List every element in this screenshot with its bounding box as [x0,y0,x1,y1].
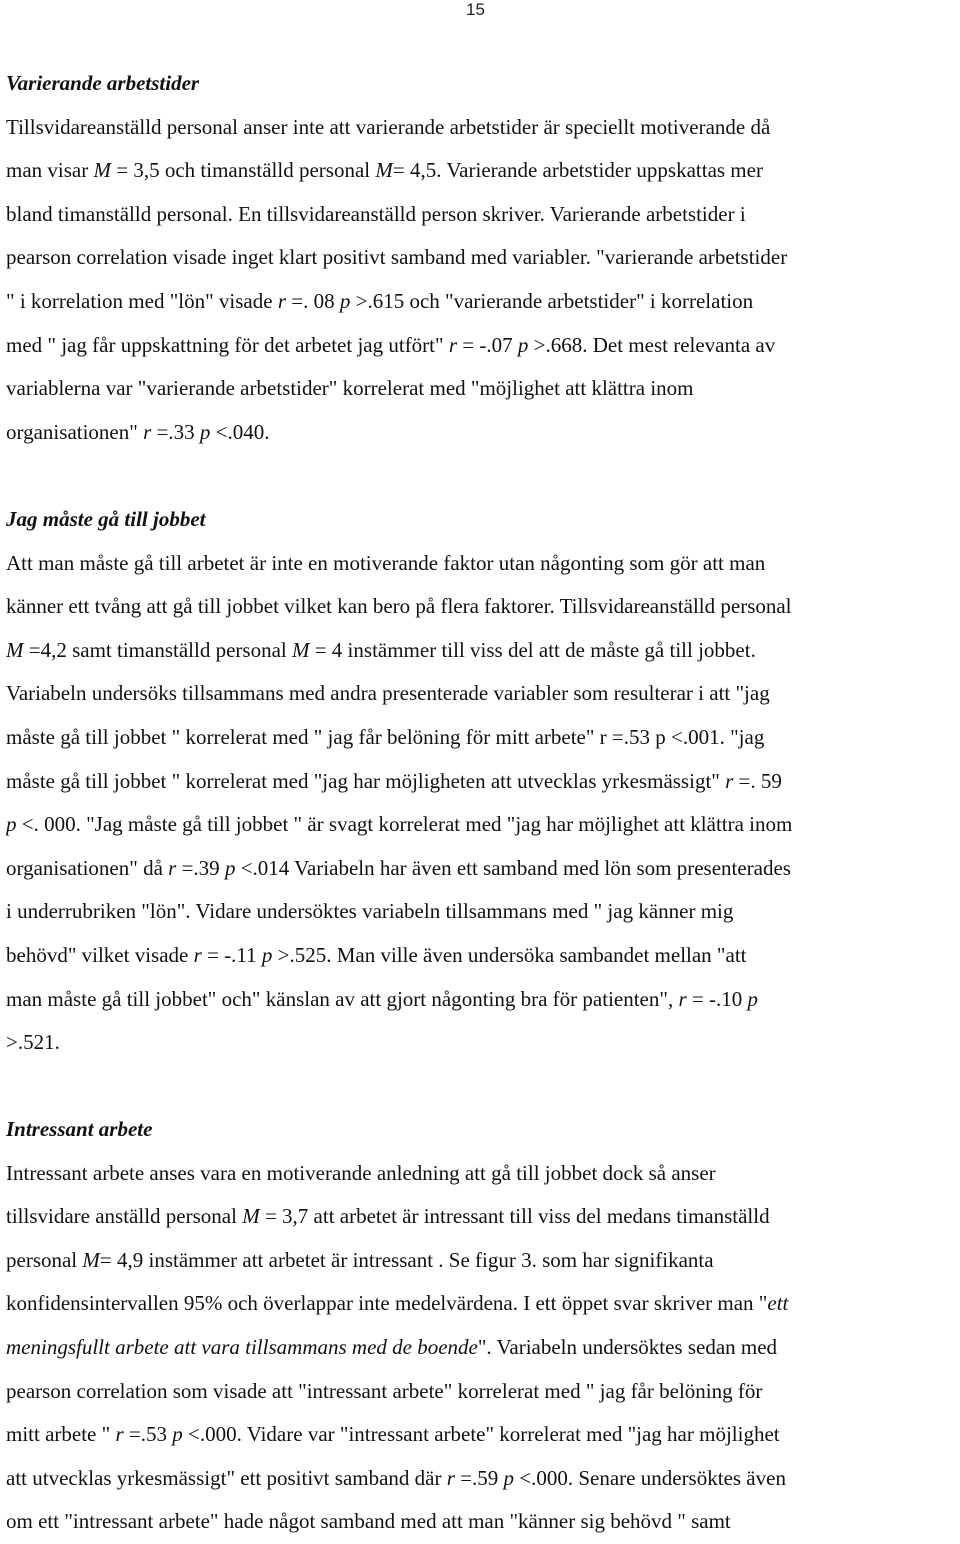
italic-text-run: r [446,1465,455,1490]
text-run: organisationen" [6,419,144,444]
text-run: = -.11 [201,942,262,967]
text-line [6,106,958,150]
section-intressant-arbete [6,1108,958,1544]
italic-text-run: r [277,288,287,313]
text-run: <. 000. "Jag måste gå till jobbet " är svagt korrelerat med "jag har möjlighet att klättra inom [16,812,793,837]
text-run: =.59 [454,1465,504,1490]
italic-text-run: r [168,855,177,880]
text-run: >.668. Det mest relevanta av [528,332,776,357]
text-run: organisationen" då [6,855,169,880]
text-run: =.33 [151,419,200,444]
text-line [6,1500,958,1544]
text-line [6,193,958,237]
text-line [6,324,958,368]
text-line [6,1195,958,1239]
text-line [6,803,958,847]
section-body [6,1152,958,1544]
text-run: =4,2 samt timanställd personal [23,637,292,662]
text-run: Intressant arbete anses vara en motiverande anledning att gå till jobbet dock så anser [6,1160,716,1185]
text-run: känner ett tvång att gå till jobbet vilket kan bero på flera faktorer. Tillsvidareanställd personal [6,594,792,619]
section-jag-maste-ga-till-jobbet [6,498,958,1065]
text-run: = 4,5. Varierande arbetstider uppskattas mer [392,158,763,183]
text-run: konfidensintervallen 95% och överlappar inte medelvärdena. I ett öppet svar skriver man " [6,1291,768,1316]
italic-text-run: p [172,1422,183,1447]
italic-text-run: p [261,942,273,967]
text-line [6,672,958,716]
text-line [6,1326,958,1370]
text-run: i underrubriken "lön". Vidare undersöktes variabeln tillsammans med " jag känner mig [6,899,734,924]
text-run: personal [6,1247,83,1272]
text-run: måste gå till jobbet " korrelerat med " jag får belöning för mitt arbete" r =.53 p <.001. "jag [6,724,765,749]
text-run: pearson correlation som visade att "intressant arbete" korrelerat med " jag får belöning för [6,1378,763,1403]
italic-text-run: r [448,332,458,357]
italic-text-run: ett [767,1291,789,1316]
italic-text-run: M [93,158,111,183]
text-run: Variabeln undersöks tillsammans med andra presenterade variabler som resulterar i att "jag [6,681,770,706]
text-run: = -.07 [457,332,518,357]
text-run: man visar [6,158,94,183]
text-run: man måste gå till jobbet" och" känslan av att gjort någonting bra för patienten", [6,986,679,1011]
section-body [6,542,958,1065]
italic-text-run: M [291,637,310,662]
italic-text-run: r [193,942,202,967]
text-run: bland timanställd personal. En tillsvidareanställd person skriver. Varierande arbetstider i [6,201,746,226]
text-line [6,847,958,891]
italic-text-run: p [224,855,236,880]
text-line [6,978,958,1022]
text-line [6,1152,958,1196]
text-line [6,367,958,411]
text-line [6,1457,958,1501]
text-line [6,236,958,280]
italic-text-run: M [242,1204,260,1229]
italic-text-run: r [115,1422,124,1447]
section-heading: Intressant arbete [6,1117,153,1141]
text-run: måste gå till jobbet " korrelerat med "jag har möjligheten att utvecklas yrkesmässigt" [6,768,726,793]
text-run: ". Variabeln undersöktes sedan med [477,1334,778,1359]
text-run: <.000. Vidare var "intressant arbete" korrelerat med "jag har möjlighet [182,1422,780,1447]
italic-text-run: r [678,986,687,1011]
italic-text-run: p [6,812,17,837]
text-run: =. 59 [733,768,782,793]
italic-text-run: p [747,986,758,1011]
text-line [6,1021,958,1065]
text-run: behövd" vilket visade [6,942,194,967]
text-line [6,934,958,978]
text-run: Att man måste gå till arbetet är inte en motiverande faktor utan någonting som gör att man [6,550,766,575]
text-run: att utvecklas yrkesmässigt" ett positivt samband där [6,1465,447,1490]
text-run: =. 08 [286,288,340,313]
text-line [6,1413,958,1457]
text-run: Tillsvidareanställd personal anser inte att varierande arbetstider är speciellt motiverande då [6,114,771,139]
italic-text-run: M [82,1247,100,1272]
text-line [6,1239,958,1283]
italic-text-run: p [199,419,211,444]
text-run: pearson correlation visade inget klart positivt samband med variabler. "varierande arbetstider [6,245,788,270]
italic-text-run: r [725,768,734,793]
section-heading: Jag måste gå till jobbet [6,507,206,531]
text-run: med " jag får uppskattning för det arbetet jag utfört" [6,332,449,357]
text-run: " i korrelation med "lön" visade [6,288,278,313]
text-run: <.000. Senare undersöktes även [514,1465,786,1490]
text-line [6,585,958,629]
text-line [6,629,958,673]
text-run: variablerna var "varierande arbetstider" korrelerat med "möjlighet att klättra inom [6,376,694,401]
section-heading: Varierande arbetstider [6,71,200,95]
text-run: >.615 och "varierande arbetstider" i korrelation [350,288,754,313]
italic-text-run: p [503,1465,515,1490]
text-line [6,1282,958,1326]
text-line [6,890,958,934]
italic-text-run: M [6,637,24,662]
page-number: 15 [466,0,485,19]
italic-text-run: meningsfullt arbete att vara tillsammans med de boende [6,1334,478,1359]
section-varierande-arbetstider [6,62,958,454]
text-run: = 3,5 och timanställd personal [110,158,376,183]
text-run: =.39 [176,855,225,880]
text-line [6,1370,958,1414]
text-run: <.040. [210,419,270,444]
italic-text-run: M [375,158,393,183]
text-run: om ett "intressant arbete" hade något samband med att man "känner sig behövd " samt [6,1509,731,1534]
text-run: >.525. Man ville även undersöka sambandet mellan "att [272,942,747,967]
text-run: = 4 instämmer till viss del att de måste gå till jobbet. [309,637,756,662]
italic-text-run: p [517,332,529,357]
text-run: tillsvidare anställd personal [6,1204,243,1229]
italic-text-run: r [143,419,152,444]
text-run: <.014 Variabeln har även ett samband med lön som presenterades [235,855,791,880]
text-run: = 3,7 att arbetet är intressant till viss del medans timanställd [259,1204,770,1229]
text-line [6,149,958,193]
text-line [6,716,958,760]
text-run: = 4,9 instämmer att arbetet är intressant . Se figur 3. som har signifikanta [99,1247,714,1272]
text-line [6,542,958,586]
text-line [6,280,958,324]
text-run: = -.10 [686,986,748,1011]
text-run: mitt arbete " [6,1422,116,1447]
text-line [6,411,958,455]
text-run: >.521. [6,1030,60,1055]
text-line [6,760,958,804]
italic-text-run: p [339,288,351,313]
section-body [6,106,958,455]
text-run: =.53 [123,1422,173,1447]
